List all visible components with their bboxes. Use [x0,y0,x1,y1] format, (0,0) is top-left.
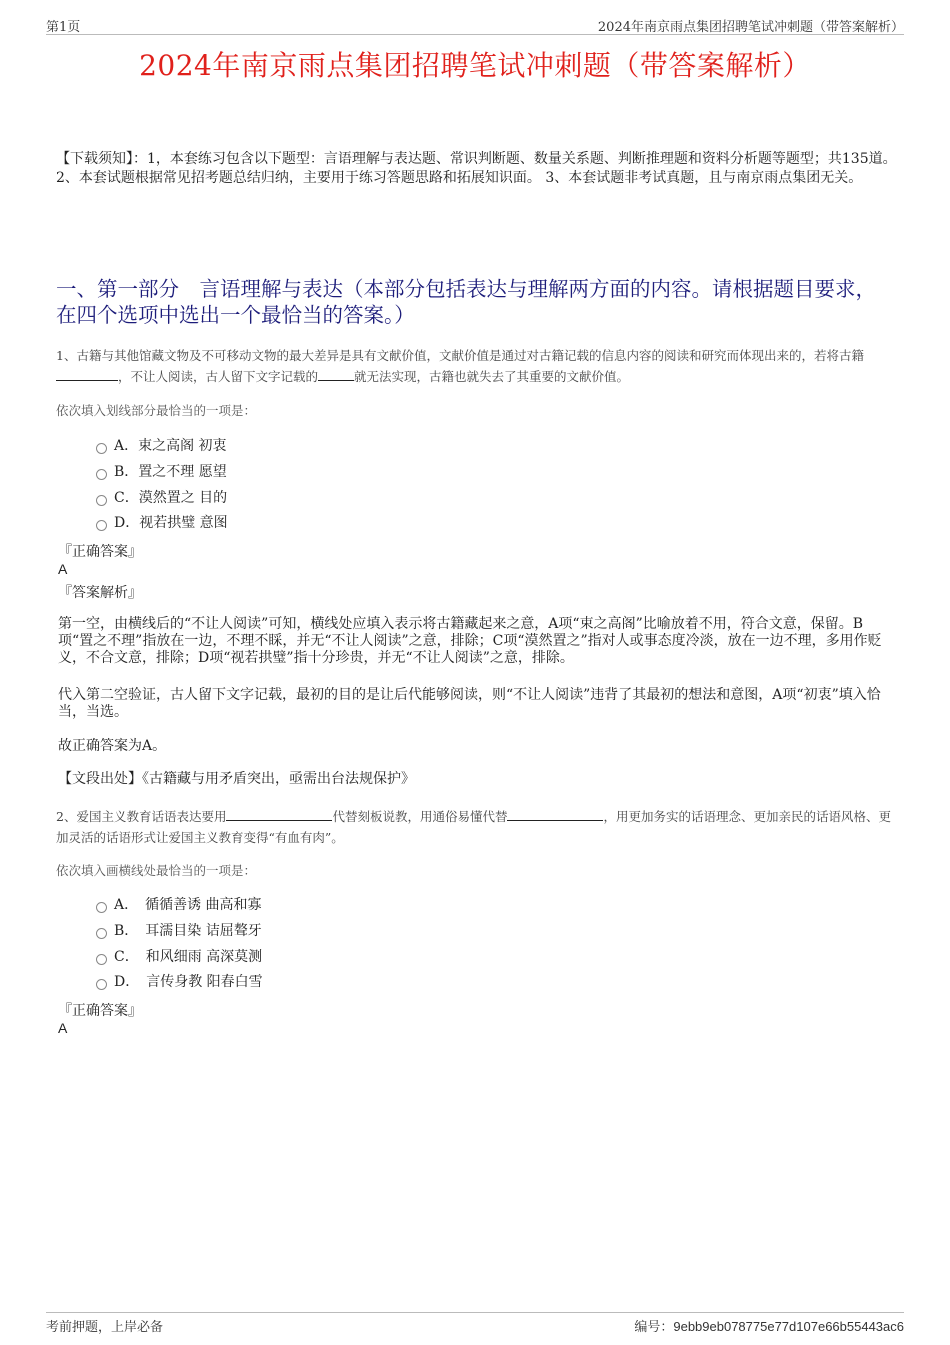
q1-option-d[interactable]: D．视若拱璧 意图 [96,513,228,533]
q1-correct-label: 『正确答案』 [58,544,142,560]
q2-correct-answer: A [58,1020,68,1036]
q1-analysis-paragraph-1: 第一空，由横线后的“不让人阅读”可知，横线处应填入表示将古籍藏起来之意，A项“束之高阁”比喻放着不用，符合文意，保留。B项“置之不理”指放在一边，不理不睬，并无“不让人阅读”之意，排除；C项“漠然置之”指对人或事态度冷淡，放在一边不理，多用作贬义，不合文意，排除；D项“视若拱璧”指十分珍贵，并无“不让人阅读”之意，排除。 [58,616,882,666]
download-notice: 【下载须知】：1，本套练习包含以下题型：言语理解与表达题、常识判断题、数量关系题、判断推理题和资料分析题等题型；共135道。 2、本套试题根据常见招考题总结归纳，主要用于练习答题思路和拓展知识面。 3、本套试题非考试真题，且与南京雨点集团无关。 [56,151,897,186]
radio-icon[interactable] [96,469,107,480]
answer-blank [318,367,354,381]
q1-source: 【文段出处】《古籍藏与用矛盾突出，亟需出台法规保护》 [58,771,415,787]
page-header [46,14,904,35]
q2-option-a[interactable]: A． 循循善诱 曲高和寡 [96,895,262,915]
question-1-prompt: 依次填入划线部分最恰当的一项是： [56,403,257,418]
radio-icon[interactable] [96,928,107,939]
q2-option-b[interactable]: B． 耳濡目染 诘屈聱牙 [96,921,262,941]
radio-icon[interactable] [96,443,107,454]
q1-option-a[interactable]: A．束之高阁 初衷 [96,436,227,456]
answer-blank [56,367,118,381]
radio-icon[interactable] [96,495,107,506]
radio-icon[interactable] [96,979,107,990]
q1-option-b[interactable]: B．置之不理 愿望 [96,462,227,482]
q2-option-c[interactable]: C． 和风细雨 高深莫测 [96,947,262,967]
q2-option-d[interactable]: D． 言传身教 阳春白雪 [96,972,263,992]
question-2-text: 2、爱国主义教育话语表达要用 代替刻板说教，用通俗易懂代替 ，用更加务实的话语理念、更加亲民的话语风格、更加灵活的话语形式让爱国主义教育变得“有血有肉”。 [56,809,891,845]
answer-blank [226,807,332,821]
radio-icon[interactable] [96,902,107,913]
radio-icon[interactable] [96,954,107,965]
section-heading: 一、第一部分 言语理解与表达（本部分包括表达与理解两方面的内容。请根据题目要求，在四个选项中选出一个最恰当的答案。） [56,277,876,327]
q2-correct-label: 『正确答案』 [58,1003,142,1019]
page-footer [46,1312,904,1337]
footer-code: 编号：9ebb9eb078775e77d107e66b55443ac6 [634,1319,904,1335]
document-title: 2024年南京雨点集团招聘笔试冲刺题（带答案解析） [139,49,811,82]
question-2-prompt: 依次填入画横线处最恰当的一项是： [56,863,257,878]
radio-icon[interactable] [96,520,107,531]
answer-blank [507,807,603,821]
q1-analysis-paragraph-3: 故正确答案为A。 [58,738,167,754]
q1-analysis-paragraph-2: 代入第二空验证，古人留下文字记载，最初的目的是让后代能够阅读，则“不让人阅读”违背了其最初的想法和意图，A项“初衷”填入恰当，当选。 [58,687,881,720]
question-1-text: 1、古籍与其他馆藏文物及不可移动文物的最大差异是具有文献价值，文献价值是通过对古籍记载的信息内容的阅读和研究而体现出来的，若将古籍，不让人阅读，古人留下文字记载的 就无法实现，古籍也就失去了其重要的文献价值。 [56,348,864,384]
page-number: 第1页 [46,20,81,35]
header-doc-title: 2024年南京雨点集团招聘笔试冲刺题（带答案解析） [597,20,904,35]
q1-analysis-label: 『答案解析』 [58,585,142,601]
q1-correct-answer: A [58,561,68,577]
q1-option-c[interactable]: C．漠然置之 目的 [96,488,227,508]
footer-slogan: 考前押题，上岸必备 [46,1320,164,1335]
